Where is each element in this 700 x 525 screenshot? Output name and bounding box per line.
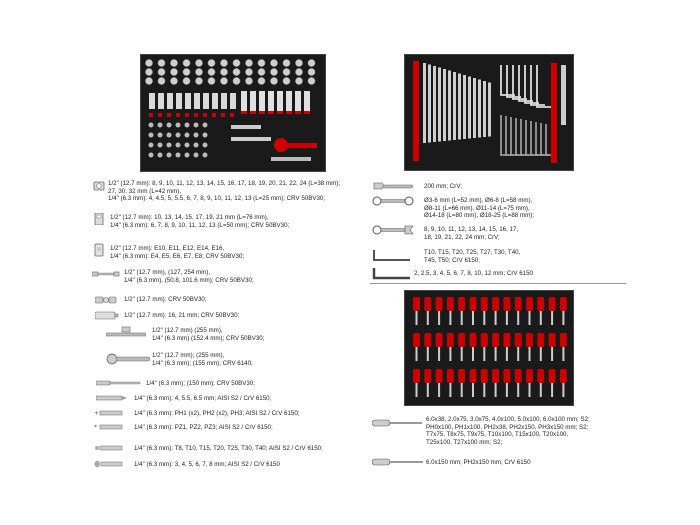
torx-socket-icon: [93, 243, 105, 257]
svg-text:*: *: [94, 424, 97, 430]
spec-t-handles: 1/2" (12.7 mm) (255 mm), 1/4" (6.3 mm) (152.4 mm); CRV 50BV30;: [152, 327, 265, 342]
spec-spark-plug-sockets: 1/2" (12.7 mm): 16, 21 mm; CRV 50BV30;: [124, 312, 240, 319]
spec-torx-bits: 1/4" (6.3 mm): T8, T10, T15, T20, T25, T30, T40; AISI S2 / CrV 6150;: [134, 445, 323, 452]
section-divider: [370, 283, 626, 284]
spec-ratchets: 1/2" (12.7 mm); (255 mm), 1/4" (6.3 mm); (155 mm); CRV 6140;: [152, 352, 253, 367]
universal-joint-icon: [95, 295, 117, 305]
spec-hex-keys: 2, 2.5, 3, 4, 5, 6, 7, 8, 10, 12 mm; CrV 6150: [414, 270, 534, 277]
spinner-handle-icon: [96, 379, 142, 387]
screwdriver-tray-photo: [404, 290, 574, 406]
spec-sockets: 1/2" (12.7 mm): 8, 9, 10, 11, 12, 13, 14, 15, 16, 17, 18, 19, 20, 21, 22, 24 (L=38 mm); 27, 30, 32 mm (L=42 mm), 1/4" (6.3 mm): 4, 4.5, 5, 5.5, 6, 7, 8, 9, 10, 11, 12, 13 (L=25 mm); CRV 50BV30;: [108, 180, 341, 203]
spec-screwdrivers: 6.0x38, 2.0x75, 3.0x75, 4.0x100, 5.0x100, 6.0x100 mm; S2; PH0x100, PH1x100, PH2x38, PH2x150, PH3x150 mm; S2; T7x75, T8x75, T9x75, T10x100, T15x100, T20x100, T25x100, T27x100 mm; S2;: [426, 416, 590, 446]
adjustable-wrench-icon: [372, 181, 414, 193]
combination-wrench-icon: [372, 225, 414, 235]
spec-torx-sockets: 1/2" (12.7 mm): E10, E11, E12, E14, E16, 1/4" (6.3 mm): E4, E5, E6, E7, E8; CRV 50BV30;: [110, 245, 245, 260]
spec-extension-bars: 1/2" (12.7 mm), (127, 254 mm), 1/4" (6.3 mm), (50.8, 101.6 mm); CRV 50BV30;: [124, 269, 254, 284]
screwdriver-icon: [372, 418, 424, 428]
deep-socket-icon: [92, 213, 106, 225]
torx-bit-icon: [94, 445, 126, 451]
spec-ring-wrenches: Ø3-6 mm (L=52 mm), Ø6-8 (L=58 mm), Ø8-11 (L=66 mm), Ø11-14 (L=75 mm), Ø14-18 (L=80 mm), Ø18-25 (L=88 mm);: [424, 197, 535, 220]
ratchet-icon: [106, 351, 152, 367]
spec-spinner-handle: 1/4" (6.3 mm); (150 mm); CRV 50BV30;: [146, 380, 256, 387]
spec-adjustable-wrench: 200 mm; CrV;: [424, 183, 462, 190]
ring-wrench-icon: [372, 196, 414, 206]
t-handle-icon: [106, 326, 146, 342]
spec-torx-keys: T10, T15, T20, T25, T27, T30, T40, T45, T50; CrV 6150;: [424, 249, 521, 264]
hex-key-icon: [372, 266, 414, 280]
slotted-bit-icon: [96, 395, 128, 401]
svg-text:+: +: [94, 410, 100, 416]
spec-phillips-bits: 1/4" (6.3 mm): PH1 (x2), PH2 (x2), PH3; AISI S2 / CrV 6150;: [134, 410, 300, 417]
spec-pozi-bits: 1/4" (6.3 mm): PZ1, PZ2, PZ3; AISI S2 / CrV 6150;: [134, 424, 273, 431]
pozi-bit-icon: [94, 424, 126, 430]
spec-universal-joint: 1/2" (12.7 mm); CRV 50BV30;: [124, 296, 207, 303]
long-screwdriver-icon: [372, 457, 424, 467]
phillips-bit-icon: [94, 410, 126, 416]
torx-key-icon: [372, 248, 414, 262]
socket-tray-photo: [140, 54, 326, 172]
spec-hex-bits: 1/4" (6.3 mm): 3, 4, 5, 6, 7, 8 mm; AISI S2 / CrV 6150: [134, 461, 280, 468]
spec-deep-sockets: 1/2" (12.7 mm): 10, 13, 14, 15, 17, 19, 21 mm (L=76 mm), 1/4" (6.3 mm): 6, 7, 8, 9, 10, 11, 12, 13 (L=50 mm); CRV 50BV30;: [110, 214, 290, 229]
wrench-tray-photo: [404, 54, 574, 171]
spec-combination-wrenches: 8, 9, 10, 11, 12, 13, 14, 15, 16, 17, 18, 19, 21, 22, 24 mm; CrV;: [424, 226, 519, 241]
extension-bar-icon: [92, 270, 120, 278]
spark-plug-socket-icon: [95, 311, 119, 320]
socket-icon: [92, 181, 106, 191]
spec-slotted-bits: 1/4" (6.3 mm): 4, 5.5, 6.5 mm; AISI S2 / CrV 6150;: [134, 395, 272, 402]
spec-long-screwdrivers: 6.0x150 mm; PH2x150 mm; CrV 6150: [426, 459, 531, 466]
hex-bit-icon: [94, 461, 126, 467]
